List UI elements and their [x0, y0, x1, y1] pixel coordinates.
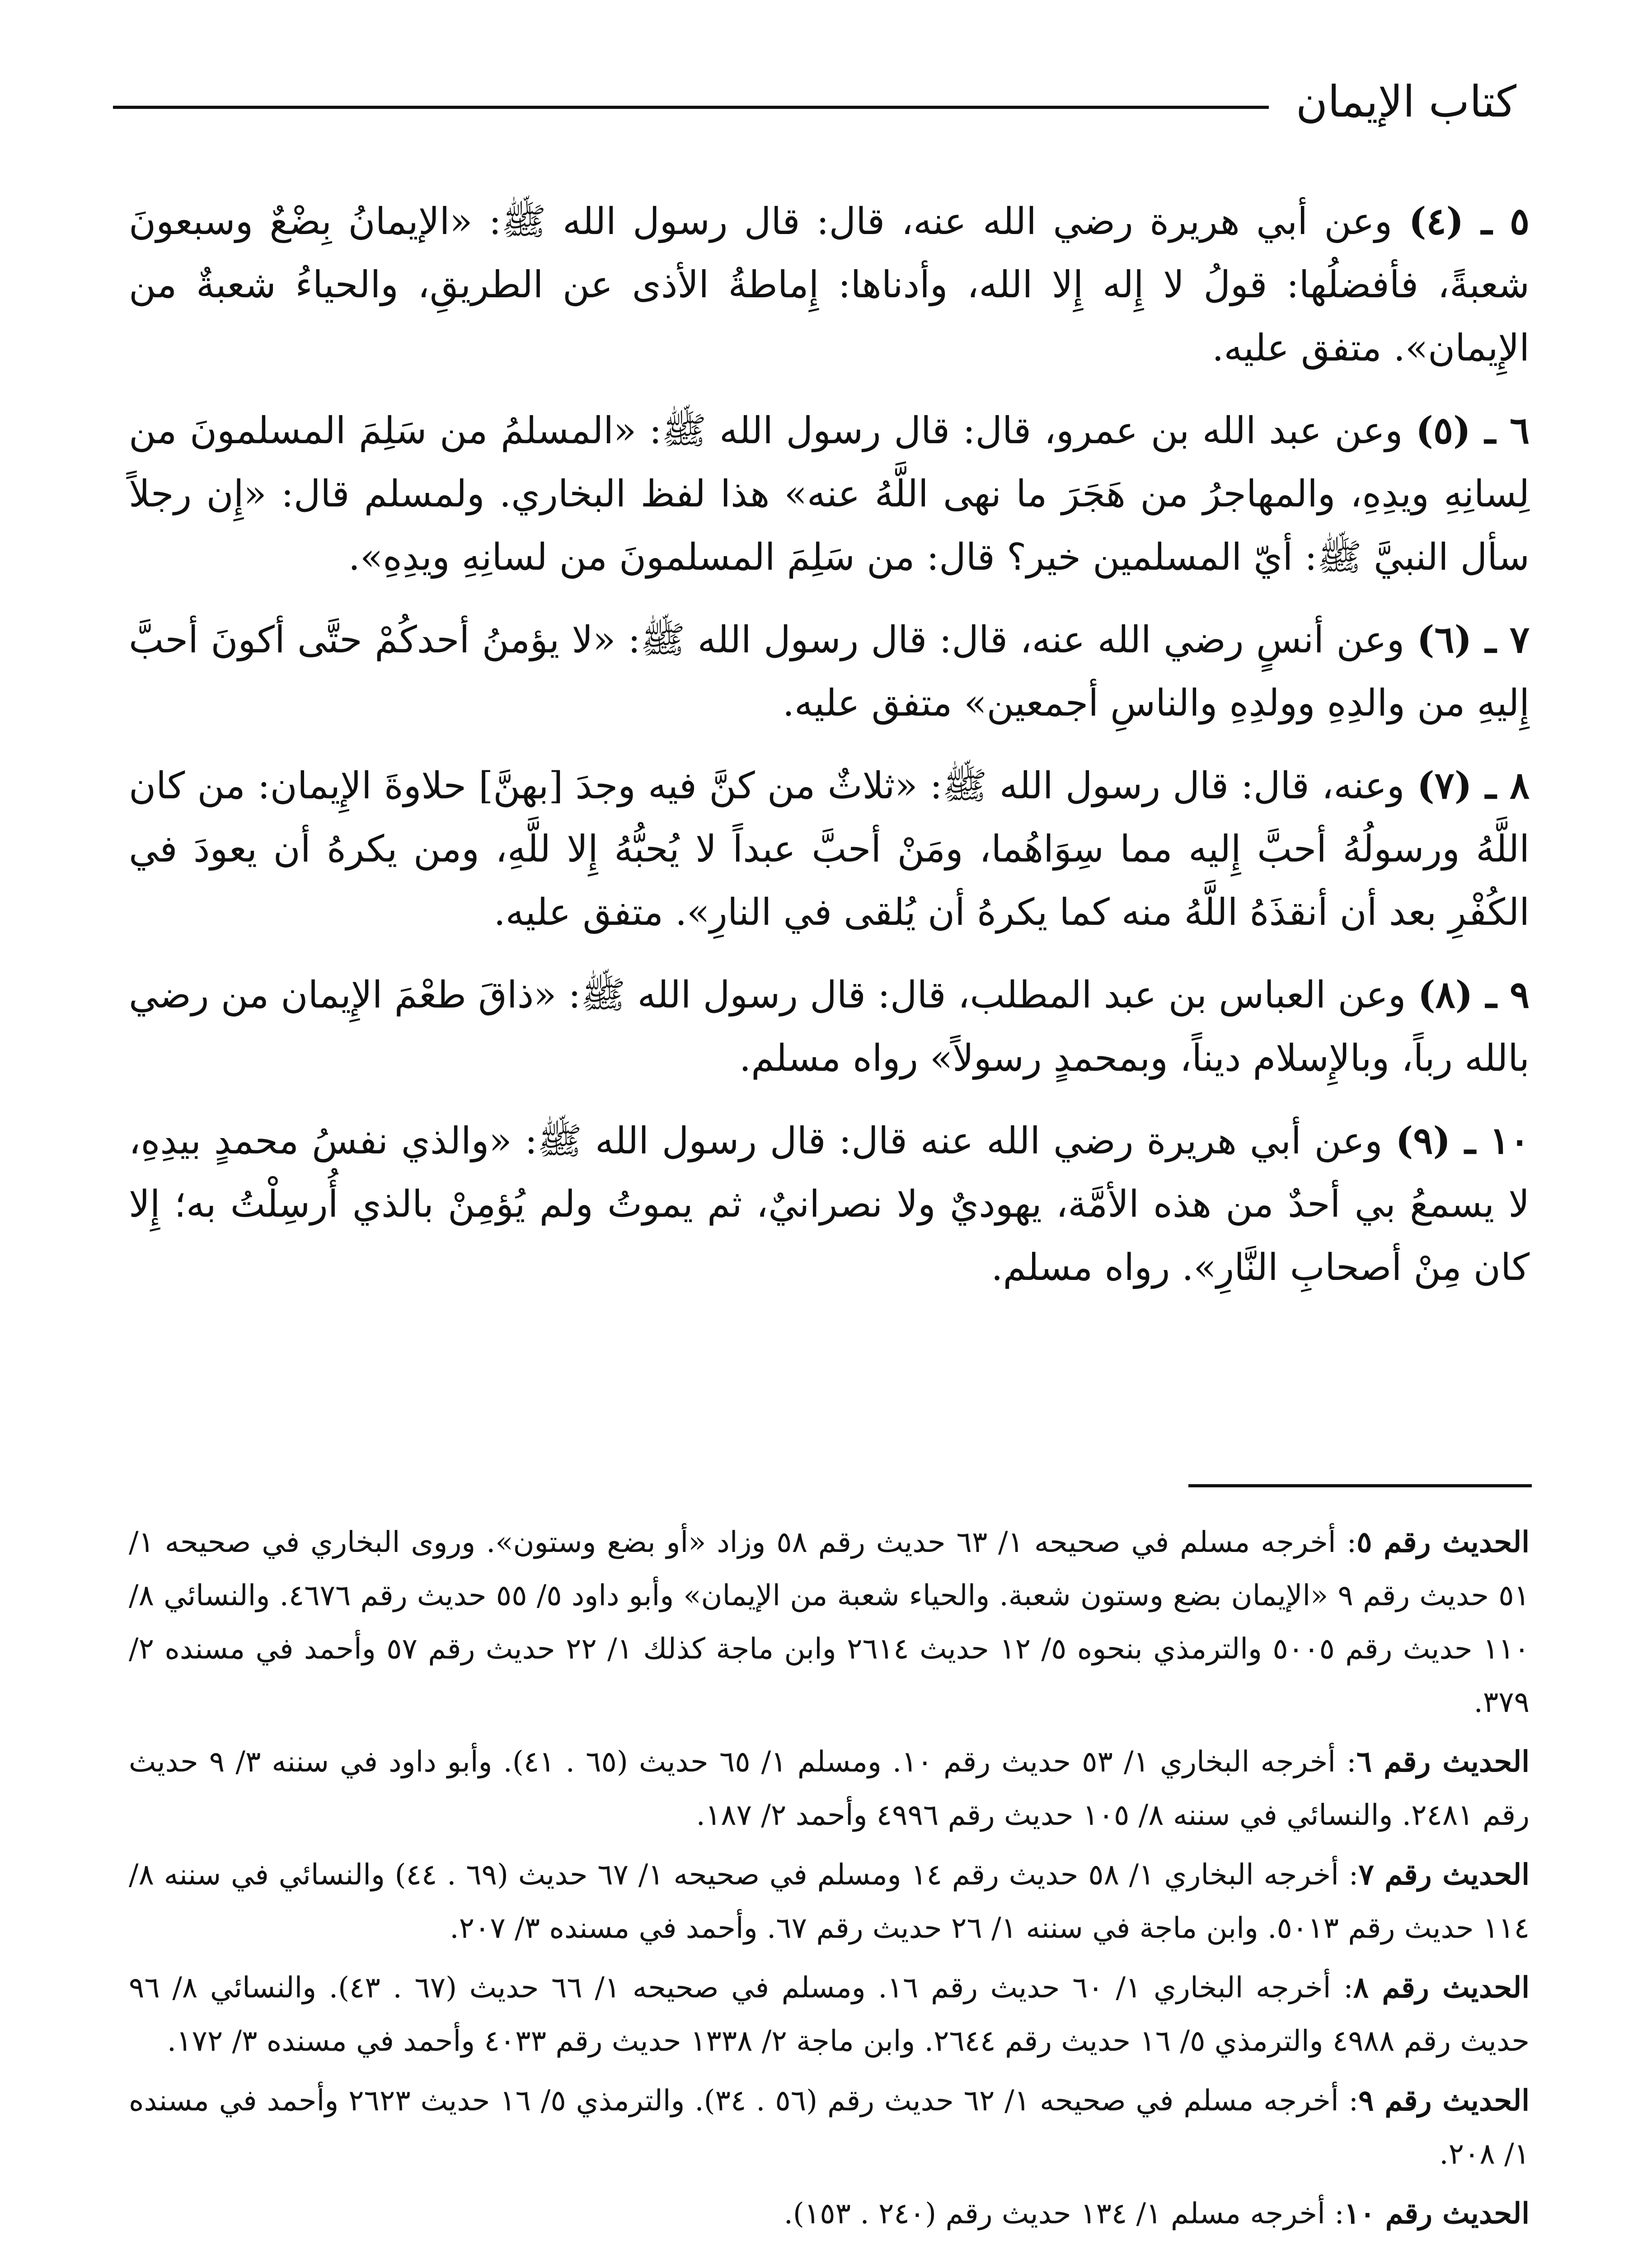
hadith-number: ١٠ ـ (٩)	[1395, 1119, 1530, 1162]
footnote-9	[129, 2074, 1530, 2181]
footnote-6	[129, 1735, 1530, 1842]
hadith-5	[129, 190, 1530, 380]
hadith-text-block	[129, 190, 1530, 1318]
footnote-text: : أخرجه البخاري ١/ ٥٨ حديث رقم ١٤ ومسلم في صحيحه ١/ ٦٧ حديث (٦٩ . ٤٤) والنسائي في سننه ٨/ ١١٤ حديث رقم ٥٠١٣. وابن ماجة في سننه ١/ ٢٦ حديث رقم ٦٧. وأحمد في مسنده ٣/ ٢٠٧.	[129, 1858, 1530, 1945]
hadith-number: ٥ ـ (٤)	[1408, 200, 1530, 243]
hadith-body: وعن العباس بن عبد المطلب، قال: قال رسول الله ﷺ: «ذاقَ طعْمَ الإِيمان من رضي بالله رباً، وبالإِسلام ديناً، وبمحمدٍ رسولاً» رواه مسلم.	[129, 974, 1530, 1080]
hadith-body: وعنه، قال: قال رسول الله ﷺ: «ثلاثٌ من كنَّ فيه وجدَ [بهنَّ] حلاوةَ الإِيمان: من كان اللَّهُ ورسولُهُ أحبَّ إِليه مما سِوَاهُما، ومَنْ أحبَّ عبداً لا يُحبُّهُ إِلا للَّهِ، ومن يكرهُ أن يعودَ في الكُفْرِ بعد أن أنقذَهُ اللَّهُ منه كما يكرهُ أن يُلقى في النارِ». متفق عليه.	[129, 764, 1530, 934]
hadith-6	[129, 399, 1530, 589]
hadith-number: ٧ ـ (٦)	[1417, 618, 1530, 661]
footnote-separator	[1188, 1484, 1532, 1487]
hadith-number: ٦ ـ (٥)	[1416, 409, 1530, 452]
footnote-label: الحديث رقم ٥	[1356, 1525, 1530, 1559]
footnote-7	[129, 1848, 1530, 1955]
hadith-7	[129, 608, 1530, 735]
footnote-label: الحديث رقم ٧	[1358, 1858, 1530, 1892]
footnote-text: : أخرجه مسلم ١/ ١٣٤ حديث رقم (٢٤٠ . ١٥٣).	[784, 2197, 1344, 2231]
hadith-9	[129, 963, 1530, 1090]
hadith-number: ٩ ـ (٨)	[1417, 973, 1530, 1017]
footnote-text: : أخرجه مسلم في صحيحه ١/ ٦٣ حديث رقم ٥٨ وزاد «أو بضع وستون». وروى البخاري في صحيحه ١/ ٥١ حديث رقم ٩ «الإيمان بضع وستون شعبة. والحياء شعبة من الإيمان» وأبو داود ٥/ ٥٥ حديث رقم ٤٦٧٦. والنسائي ٨/ ١١٠ حديث رقم ٥٠٠٥ والترمذي بنحوه ٥/ ١٢ حديث ٢٦١٤ وابن ماجة كذلك ١/ ٢٢ حديث رقم ٥٧ وأحمد في مسنده ٢/ ٣٧٩.	[129, 1526, 1530, 1719]
footnote-5	[129, 1516, 1530, 1729]
footnote-text: : أخرجه البخاري ١/ ٥٣ حديث رقم ١٠. ومسلم ١/ ٦٥ حديث (٦٥ . ٤١). وأبو داود في سننه ٣/ ٩ حديث رقم ٢٤٨١. والنسائي في سننه ٨/ ١٠٥ حديث رقم ٤٩٩٦ وأحمد ٢/ ١٨٧.	[129, 1745, 1530, 1832]
footnotes-block	[129, 1516, 1530, 2247]
footnote-10	[129, 2187, 1530, 2240]
hadith-number: ٨ ـ (٧)	[1417, 764, 1530, 807]
footnote-text: : أخرجه مسلم في صحيحه ١/ ٦٢ حديث رقم (٥٦ . ٣٤). والترمذي ٥/ ١٦ حديث ٢٦٢٣ وأحمد في مسنده ١/ ٢٠٨.	[129, 2084, 1530, 2171]
footnote-8	[129, 1961, 1530, 2068]
footnote-label: الحديث رقم ٨	[1353, 1971, 1530, 2005]
hadith-8	[129, 754, 1530, 944]
hadith-body: وعن أبي هريرة رضي الله عنه، قال: قال رسول الله ﷺ: «الإيمانُ بِضْعٌ وسبعونَ شعبةً، فأفضلُها: قولُ لا إِله إِلا الله، وأدناها: إِماطةُ الأذى عن الطريقِ، والحياءُ شعبةٌ من الإِيمان». متفق عليه.	[129, 200, 1530, 370]
footnote-text: : أخرجه البخاري ١/ ٦٠ حديث رقم ١٦. ومسلم في صحيحه ١/ ٦٦ حديث (٦٧ . ٤٣). والنسائي ٨/ ٩٦ حديث رقم ٤٩٨٨ والترمذي ٥/ ١٦ حديث رقم ٢٦٤٤. وابن ماجة ٢/ ١٣٣٨ حديث رقم ٤٠٣٣ وأحمد في مسنده ٣/ ١٧٢.	[129, 1971, 1530, 2058]
hadith-body: وعن عبد الله بن عمرو، قال: قال رسول الله ﷺ: «المسلمُ من سَلِمَ المسلمونَ من لِسانِهِ ويدِهِ، والمهاجرُ من هَجَرَ ما نهى اللَّهُ عنه» هذا لفظ البخاري. ولمسلم قال: «إِن رجلاً سأل النبيَّ ﷺ: أيّ المسلمين خير؟ قال: من سَلِمَ المسلمونَ من لسانِهِ ويدِهِ».	[129, 409, 1530, 579]
running-header	[113, 68, 1516, 136]
chapter-title: كتاب الإيمان	[1295, 76, 1516, 127]
footnote-label: الحديث رقم ٩	[1358, 2084, 1530, 2118]
footnote-label: الحديث رقم ٦	[1356, 1745, 1530, 1779]
hadith-body: وعن أبي هريرة رضي الله عنه قال: قال رسول الله ﷺ: «والذي نفسُ محمدٍ بيدِهِ، لا يسمعُ بي أحدٌ من هذه الأمَّة، يهوديٌ ولا نصرانيٌ، ثم يموتُ ولم يُؤمِنْ بالذي أُرسِلْتُ به؛ إِلا كان مِنْ أصحابِ النَّارِ». رواه مسلم.	[129, 1120, 1530, 1289]
hadith-body: وعن أنسٍ رضي الله عنه، قال: قال رسول الله ﷺ: «لا يؤمنُ أحدكُمْ حتَّى أكونَ أحبَّ إِليهِ من والدِهِ وولدِهِ والناسِ أجمعين» متفق عليه.	[129, 619, 1530, 725]
header-rule	[113, 106, 1269, 109]
footnote-label: الحديث رقم ١٠	[1344, 2197, 1530, 2231]
hadith-10	[129, 1109, 1530, 1299]
